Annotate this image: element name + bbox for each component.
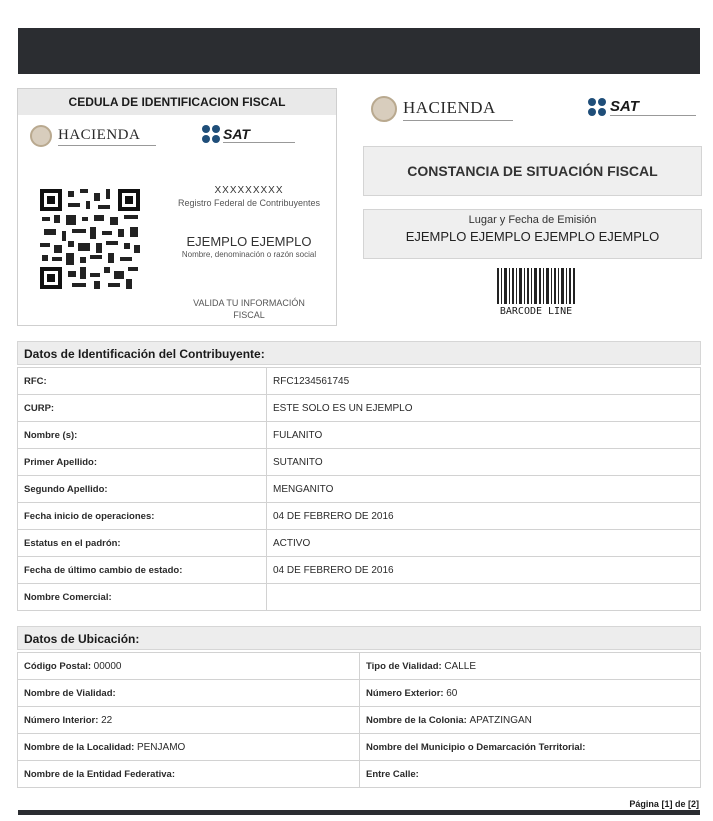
top-banner <box>18 28 700 74</box>
cedula-rfc-placeholder: XXXXXXXXX <box>214 185 284 196</box>
identificacion-table <box>17 367 701 611</box>
cedula-hacienda-text: HACIENDA <box>58 126 141 143</box>
sat-dots-icon <box>202 125 220 143</box>
location-cell-left <box>18 761 360 788</box>
location-cell-left <box>18 653 360 680</box>
field-label: Nombre de Vialidad: <box>24 687 116 699</box>
cedula-hacienda-logo <box>30 125 156 147</box>
field-value: RFC1234561745 <box>267 368 701 395</box>
table-row <box>18 395 701 422</box>
field-label: Fecha de último cambio de estado: <box>18 557 267 584</box>
lugar-label: Lugar y Fecha de Emisión <box>468 214 597 226</box>
page-indicator <box>629 799 699 809</box>
cedula-card <box>17 88 337 326</box>
table-row <box>18 680 701 707</box>
location-cell-right <box>360 653 701 680</box>
header-hacienda-text: HACIENDA <box>403 97 496 117</box>
field-label: Nombre de la Entidad Federativa: <box>24 768 175 780</box>
field-label: Fecha inicio de operaciones: <box>18 503 267 530</box>
cedula-registry-line: Registro Federal de Contribuyentes <box>177 198 321 208</box>
field-value: ACTIVO <box>267 530 701 557</box>
ubicacion-table <box>17 652 701 788</box>
field-label: Entre Calle: <box>366 768 419 780</box>
hacienda-seal-icon <box>30 125 52 147</box>
field-value: 04 DE FEBRERO DE 2016 <box>267 503 701 530</box>
cedula-validate-line2: FISCAL <box>233 310 265 320</box>
table-row <box>18 422 701 449</box>
header-sat-text: SAT <box>610 98 639 115</box>
table-row <box>18 707 701 734</box>
field-label: Estatus en el padrón: <box>18 530 267 557</box>
field-label: CURP: <box>18 395 267 422</box>
ubicacion-heading: Datos de Ubicación: <box>17 626 701 650</box>
location-cell-right <box>360 734 701 761</box>
table-row <box>18 584 701 611</box>
table-row <box>18 734 701 761</box>
field-value: 04 DE FEBRERO DE 2016 <box>267 557 701 584</box>
field-label: Nombre de la Colonia: <box>366 714 467 726</box>
location-cell-right <box>360 761 701 788</box>
field-label: Nombre de la Localidad: <box>24 741 135 753</box>
location-cell-right <box>360 680 701 707</box>
field-value: SUTANITO <box>267 449 701 476</box>
field-label: Tipo de Vialidad: <box>366 660 442 672</box>
location-cell-right <box>360 707 701 734</box>
barcode-label: BARCODE LINE <box>499 306 573 317</box>
header-sat-logo <box>588 98 696 116</box>
field-value: FULANITO <box>267 422 701 449</box>
cedula-name: EJEMPLO EJEMPLO <box>186 234 312 249</box>
page-prefix: Página <box>629 799 659 809</box>
hacienda-seal-icon <box>371 96 397 122</box>
barcode-icon <box>497 268 575 304</box>
field-label: Segundo Apellido: <box>18 476 267 503</box>
field-value: ESTE SOLO ES UN EJEMPLO <box>267 395 701 422</box>
constancia-title: CONSTANCIA DE SITUACIÓN FISCAL <box>363 146 702 196</box>
table-row <box>18 449 701 476</box>
page-sep: de <box>674 799 686 809</box>
page-current: [1] <box>661 799 673 809</box>
field-label: Nombre del Municipio o Demarcación Territorial: <box>366 741 586 753</box>
field-label: Código Postal: <box>24 660 92 672</box>
bottom-rule <box>18 810 700 815</box>
field-label: Nombre (s): <box>18 422 267 449</box>
table-row <box>18 761 701 788</box>
table-row <box>18 476 701 503</box>
cedula-sat-logo <box>202 125 295 143</box>
cedula-sat-text: SAT <box>223 125 250 142</box>
field-value: 60 <box>446 687 458 699</box>
field-value: 22 <box>101 714 113 726</box>
location-cell-left <box>18 734 360 761</box>
cedula-title: CEDULA DE IDENTIFICACION FISCAL <box>18 89 336 115</box>
field-label: Primer Apellido: <box>18 449 267 476</box>
field-value: PENJAMO <box>136 741 186 753</box>
field-value: APATZINGAN <box>469 714 532 726</box>
table-row <box>18 557 701 584</box>
header-hacienda-logo <box>371 96 513 122</box>
field-value: CALLE <box>444 660 476 672</box>
cedula-validate-line1: VALIDA TU INFORMACIÓN <box>193 298 305 308</box>
field-label: Número Interior: <box>24 714 99 726</box>
table-row <box>18 653 701 680</box>
qr-code-icon <box>38 187 142 291</box>
table-row <box>18 530 701 557</box>
cedula-name-sub: Nombre, denominación o razón social <box>181 250 317 259</box>
table-row <box>18 503 701 530</box>
field-value: MENGANITO <box>267 476 701 503</box>
identificacion-heading: Datos de Identificación del Contribuyente: <box>17 341 701 365</box>
field-value <box>267 584 701 611</box>
field-label: RFC: <box>18 368 267 395</box>
lugar-value: EJEMPLO EJEMPLO EJEMPLO EJEMPLO <box>405 229 660 244</box>
page-total: [2] <box>688 799 699 809</box>
field-value: 00000 <box>93 660 122 672</box>
field-label: Número Exterior: <box>366 687 444 699</box>
sat-dots-icon <box>588 98 606 116</box>
location-cell-left <box>18 707 360 734</box>
field-label: Nombre Comercial: <box>18 584 267 611</box>
lugar-fecha-box <box>363 209 702 259</box>
table-row <box>18 368 701 395</box>
location-cell-left <box>18 680 360 707</box>
